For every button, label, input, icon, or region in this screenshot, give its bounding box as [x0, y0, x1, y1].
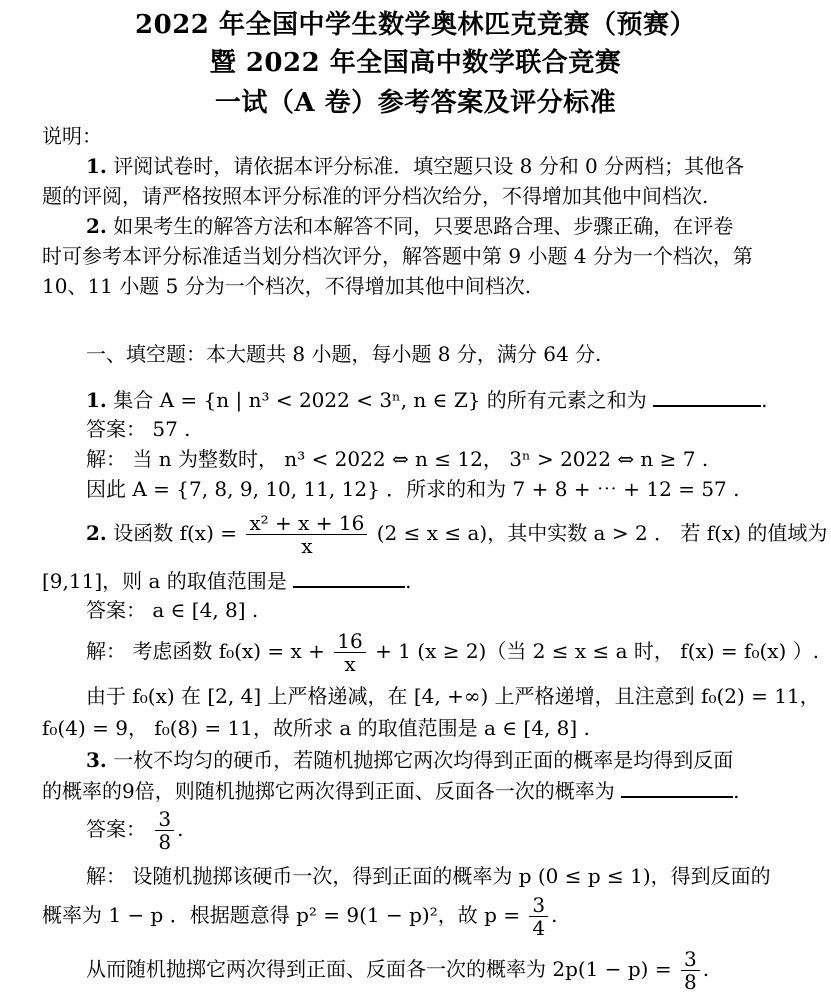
q3-answer-fraction [155, 808, 174, 853]
note-1-text-a: 评阅试卷时，请依据本评分标准．填空题只设 8 分和 0 分两档；其他各 [113, 154, 745, 178]
title-line-1: 2022 年全国中学生数学奥林匹克竞赛（预赛） [135, 10, 696, 40]
q3-final-denominator: 8 [683, 970, 697, 994]
q2-solution-pre: 考虑函数 f₀(x) = x + [132, 639, 325, 663]
q3-answer-label: 答案： [86, 817, 146, 841]
q1-stem: 1. 集合 A = {n | n³ < 2022 < 3ⁿ, n ∈ Z} 的所有元素之和为 . [86, 385, 794, 414]
q2-answer-value: a ∈ [4, 8] . [152, 598, 259, 622]
q3-solution-fraction-p [529, 894, 548, 939]
q1-stem-text: 集合 A = {n | n³ < 2022 < 3ⁿ, n ∈ Z} 的所有元素之和为 [113, 388, 647, 412]
q2-solution-line-1 [86, 629, 820, 676]
q1-solution-text-1: 当 n 为整数时， n³ < 2022 ⇔ n ≤ 12， 3ⁿ > 2022 ⇔ n ≥ 7 . [132, 447, 709, 471]
q1-answer-value: 57 . [152, 417, 191, 441]
note-2-text-a: 如果考生的解答方法和本解答不同，只要思路合理、步骤正确，在评卷 [113, 214, 734, 238]
q3-solution-line-1 [86, 862, 794, 890]
q1-solution-line-2: 因此 A = {7, 8, 9, 10, 11, 12} ．所求的和为 7 + 8 + ⋯ + 12 = 57 . [86, 477, 740, 501]
q3-solution-line-2: 概率为 1 − p ．根据题意得 p² = 9(1 − p)²，故 p = $\frac{3}{4}$ . [42, 893, 558, 940]
q2-fraction [246, 512, 367, 557]
note-2-line-1 [86, 212, 794, 240]
q2-fraction-numerator: x² + x + 16 [246, 512, 367, 535]
title-line-2: 暨 2022 年全国高中数学联合竞赛 [209, 48, 622, 78]
title-line-3: 一试（A 卷）参考答案及评分标准 [214, 88, 617, 118]
q3-stem-b: 的概率的9倍，则随机抛掷它两次得到正面、反面各一次的概率为 [42, 779, 615, 803]
q2-solution-label: 解： [86, 639, 126, 663]
q2-stem-post: (2 ≤ x ≤ a)，其中实数 a > 2 ． 若 f(x) 的值域为 [376, 521, 828, 545]
note-2-number: 2. [86, 214, 107, 238]
q3-answer-denominator: 8 [158, 830, 172, 854]
q1-solution-label: 解： [86, 447, 126, 471]
q2-solution-line-3: f₀(4) = 9， f₀(8) = 11，故所求 a 的取值范围是 a ∈ [4, 8] . [42, 716, 590, 740]
q3-p-numerator: 3 [529, 894, 548, 917]
q3-answer-blank [621, 776, 733, 798]
q1-answer-label: 答案： [86, 417, 146, 441]
q2-solution-post: + 1 (x ≥ 2)（当 2 ≤ x ≤ a 时， f(x) = f₀(x) ）. [375, 639, 820, 663]
q3-solution-text-2: 概率为 1 − p ．根据题意得 p² = 9(1 − p)²，故 p = [42, 903, 520, 927]
q1-answer [86, 415, 794, 443]
q2-solution-fraction-numerator: 16 [334, 630, 365, 653]
q3-solution-text-1: 设随机抛掷该硬币一次，得到正面的概率为 p (0 ≤ p ≤ 1)，得到反面的 [132, 864, 771, 888]
q2-stem-pre: 设函数 f(x) = [113, 521, 238, 545]
q2-solution-line-2: 由于 f₀(x) 在 [2, 4] 上严格递减，在 [4, +∞) 上严格递增，且注意到 f₀(2) = 11， [86, 684, 820, 708]
note-1-line-2: 题的评阅，请严格按照本评分标准的评分档次给分，不得增加其他中间档次. [42, 184, 709, 208]
q3-stem-a: 一枚不均匀的硬币，若随机抛掷它两次均得到正面的概率是均得到反面 [113, 748, 734, 772]
q3-stem-line-2: 的概率的9倍，则随机抛掷它两次得到正面、反面各一次的概率为 . [42, 776, 794, 805]
q3-solution-fraction-final [681, 948, 700, 993]
note-1-line-1 [86, 152, 794, 180]
q3-p-denominator: 4 [532, 916, 546, 940]
q3-stem-line-1 [86, 746, 794, 774]
note-2-line-2: 时可参考本评分标准适当划分档次评分，解答题中第 9 小题 4 分为一个档次，第 [42, 244, 753, 268]
q2-answer-label: 答案： [86, 598, 146, 622]
q1-answer-blank [653, 385, 761, 407]
q3-solution-label: 解： [86, 864, 126, 888]
q2-solution-fraction [334, 630, 365, 675]
q2-stem-b: [9,11]，则 a 的取值范围是 [42, 569, 287, 593]
q1-number: 1. [86, 388, 107, 412]
notes-heading: 说明： [42, 124, 102, 148]
q1-solution-line-1 [86, 445, 794, 473]
q2-solution-fraction-denominator: x [344, 652, 356, 676]
q3-answer-numerator: 3 [155, 808, 174, 831]
q3-number: 3. [86, 748, 107, 772]
q3-solution-text-3: 从而随机抛掷它两次得到正面、反面各一次的概率为 2p(1 − p) = [86, 957, 672, 981]
q3-answer: 答案： $\frac{3}{8}$ . [86, 807, 184, 854]
q2-stem-line-2: [9,11]，则 a 的取值范围是 . [42, 566, 794, 595]
note-2-line-3: 10、11 小题 5 分为一个档次，不得增加其他中间档次. [42, 274, 532, 298]
q2-stem-line-1 [86, 511, 828, 558]
q2-answer-blank [293, 566, 405, 588]
q2-fraction-denominator: x [301, 534, 313, 558]
q3-solution-line-3: 从而随机抛掷它两次得到正面、反面各一次的概率为 2p(1 − p) = $\frac{3}{8}$ . [86, 947, 710, 994]
section-heading: 一、填空题：本大题共 8 小题，每小题 8 分，满分 64 分. [86, 342, 602, 366]
q2-number: 2. [86, 521, 107, 545]
q3-final-numerator: 3 [681, 948, 700, 971]
q2-answer [86, 596, 794, 624]
note-1-number: 1. [86, 154, 107, 178]
